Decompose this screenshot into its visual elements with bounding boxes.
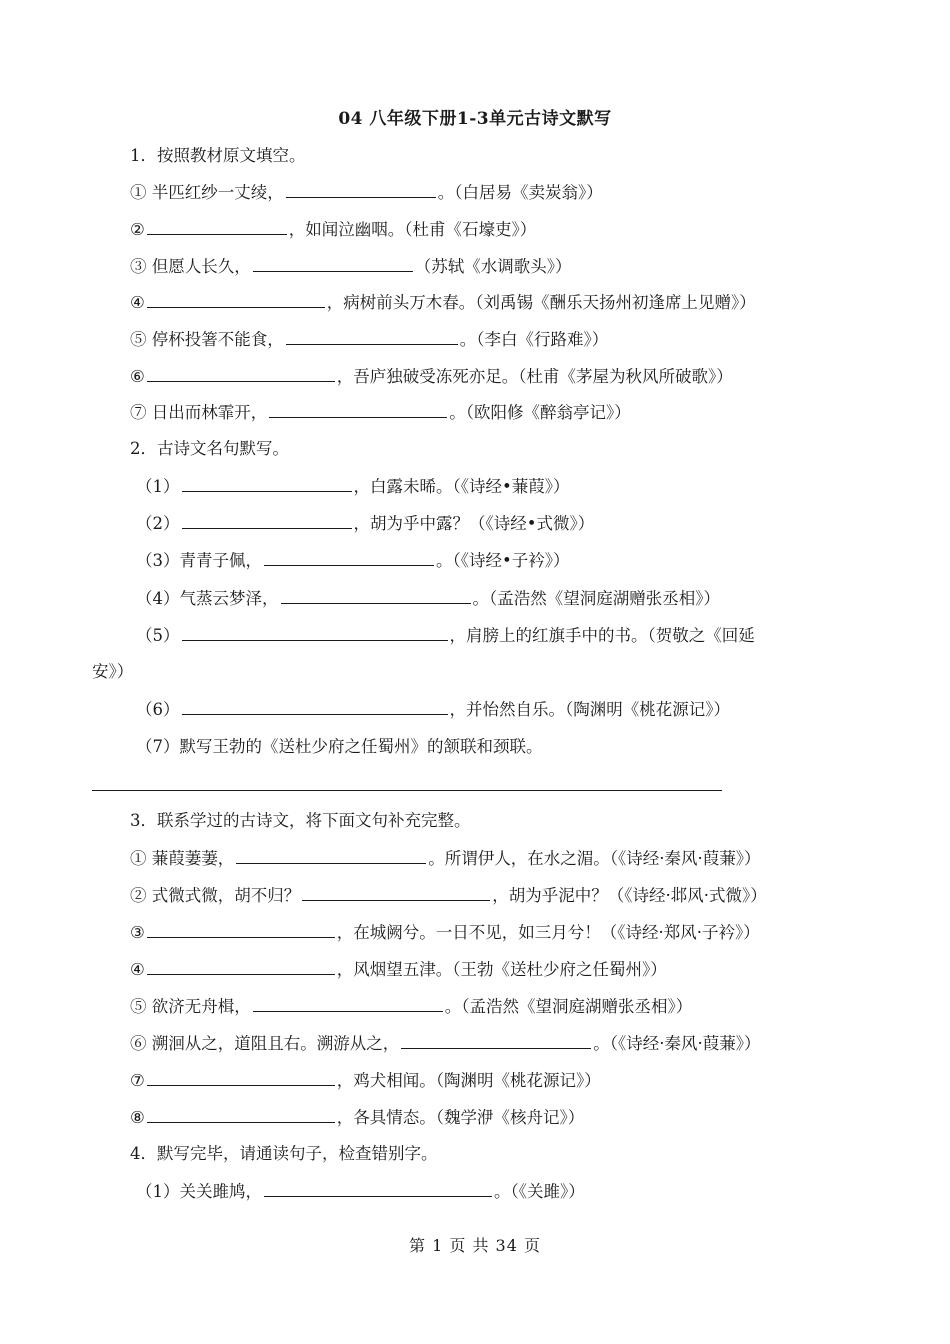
q1-item-1-pre: ① 半匹红纱一丈绫，: [130, 183, 284, 202]
answer-blank[interactable]: [147, 1069, 335, 1086]
q3-item-3-post: ，在城阙兮。一日不见，如三月兮！（《诗经·郑风·子衿》）: [336, 923, 760, 942]
document-title: 04 八年级下册1-3单元古诗文默写: [338, 109, 612, 129]
answer-blank[interactable]: [236, 847, 426, 864]
answer-blank[interactable]: [182, 698, 448, 715]
q2-item-5-post: ，肩膀上的红旗手中的书。（贺敬之《回延: [449, 626, 755, 645]
q2-item-3-post: 。（《诗经•子衿》）: [436, 551, 570, 570]
q4-item-1-pre: （1）关关雎鸠，: [136, 1182, 262, 1201]
q2-item-1-pre: （1）: [136, 477, 180, 496]
q2-item-3: [136, 549, 569, 572]
q1-item-2-pre: ②: [130, 220, 145, 239]
answer-blank[interactable]: [269, 401, 447, 418]
answer-blank[interactable]: [281, 587, 471, 604]
answer-blank[interactable]: [147, 921, 335, 938]
q3-item-1: [130, 847, 761, 870]
q3-item-3: [130, 921, 760, 944]
q1-item-7-post: 。（欧阳修《醉翁亭记》）: [449, 403, 631, 422]
answer-blank[interactable]: [147, 1106, 335, 1123]
q2-item-4-post: 。（孟浩然《望洞庭湖赠张丞相》）: [472, 589, 720, 608]
q3-item-8-pre: ⑧: [130, 1108, 145, 1127]
q3-heading: 3．联系学过的古诗文，将下面文句补充完整。: [130, 811, 471, 830]
q2-item-2-post: ，胡为乎中露？（《诗经•式微》）: [353, 514, 595, 533]
q2-item-6: [136, 698, 730, 721]
q3-item-1-pre: ① 蒹葭萋萋，: [130, 849, 235, 868]
q2-item-6-post: ，并怡然自乐。（陶渊明《桃花源记》）: [449, 700, 730, 719]
answer-blank[interactable]: [147, 291, 325, 308]
answer-blank[interactable]: [264, 549, 434, 566]
q1-item-2-post: ，如闻泣幽咽。（杜甫《石壕吏》）: [288, 220, 537, 239]
q3-item-7: [130, 1069, 601, 1092]
q1-heading: 1．按照教材原文填空。: [130, 146, 306, 165]
answer-blank[interactable]: [182, 512, 352, 529]
q1-item-1-post: 。（白居易《卖炭翁》）: [437, 183, 603, 202]
q4-item-1-post: 。（《关雎》）: [494, 1182, 585, 1201]
q3-item-7-post: ，鸡犬相闻。（陶渊明《桃花源记》）: [336, 1071, 601, 1090]
q3-item-3-pre: ③: [130, 923, 145, 942]
q2-item-1-post: ，白露未晞。（《诗经•蒹葭》）: [353, 477, 570, 496]
q2-item-2-pre: （2）: [136, 514, 180, 533]
q1-item-6-post: ，吾庐独破受冻死亦足。（杜甫《茅屋为秋风所破歌》）: [336, 367, 733, 386]
q2-item-5: [136, 624, 755, 647]
q3-item-7-pre: ⑦: [130, 1071, 145, 1090]
q3-item-4: [130, 958, 667, 981]
answer-blank[interactable]: [286, 181, 436, 198]
q4-heading: 4．默写完毕，请通读句子，检查错别字。: [130, 1144, 438, 1163]
answer-blank[interactable]: [253, 995, 443, 1012]
q1-item-7: [130, 401, 631, 424]
q1-item-3-pre: ③ 但愿人长久，: [130, 257, 251, 276]
q4-item-1: [136, 1180, 585, 1203]
q3-item-8-post: ，各具情态。（魏学洢《核舟记》）: [336, 1108, 585, 1127]
q1-item-5: [130, 328, 608, 351]
q3-item-5-pre: ⑤ 欲济无舟楫，: [130, 997, 251, 1016]
answer-blank[interactable]: [182, 475, 352, 492]
q2-item-5-pre: （5）: [136, 626, 180, 645]
answer-blank[interactable]: [147, 365, 335, 382]
q2-item-4-pre: （4）气蒸云梦泽，: [136, 589, 279, 608]
q3-item-2: [130, 884, 767, 907]
answer-blank[interactable]: [182, 624, 448, 641]
answer-blank[interactable]: [147, 218, 287, 235]
q3-item-5: [130, 995, 692, 1018]
answer-rule[interactable]: [92, 790, 722, 791]
q1-item-3: [130, 255, 572, 278]
q3-item-6-pre: ⑥ 溯洄从之，道阻且右。溯游从之，: [130, 1034, 400, 1053]
q3-item-6: [130, 1032, 761, 1055]
q1-item-1: [130, 181, 603, 204]
q2-item-5-wrap: 安》）: [92, 662, 134, 681]
q3-item-2-pre: ② 式微式微，胡不归？: [130, 886, 301, 905]
q3-item-6-post: 。（《诗经·秦风·葭蒹》）: [593, 1034, 761, 1053]
q3-item-1-post: 。所谓伊人，在水之湄。（《诗经·秦风·葭蒹》）: [428, 849, 761, 868]
answer-blank[interactable]: [253, 255, 413, 272]
answer-blank[interactable]: [147, 958, 335, 975]
page-footer: 第 1 页 共 34 页: [409, 1236, 541, 1255]
q3-item-4-post: ，风烟望五津。（王勃《送杜少府之任蜀州》）: [336, 960, 667, 979]
answer-blank[interactable]: [264, 1180, 492, 1197]
q2-item-2: [136, 512, 594, 535]
q3-item-8: [130, 1106, 584, 1129]
q3-item-2-post: ，胡为乎泥中？（《诗经·邶风·式微》）: [492, 886, 767, 905]
q1-item-4: [130, 291, 756, 314]
q1-item-5-post: 。（李白《行路难》）: [459, 330, 609, 349]
q3-item-4-pre: ④: [130, 960, 145, 979]
q1-item-4-post: ，病树前头万木春。（刘禹锡《酬乐天扬州初逢席上见赠》）: [326, 293, 756, 312]
answer-blank[interactable]: [401, 1032, 591, 1049]
q3-item-5-post: 。（孟浩然《望洞庭湖赠张丞相》）: [444, 997, 693, 1016]
q2-item-1: [136, 475, 569, 498]
q1-item-6: [130, 365, 733, 388]
answer-blank[interactable]: [286, 328, 458, 345]
q1-item-6-pre: ⑥: [130, 367, 145, 386]
q1-item-4-pre: ④: [130, 293, 145, 312]
q1-item-7-pre: ⑦ 日出而林霏开，: [130, 403, 268, 422]
q1-item-5-pre: ⑤ 停杯投箸不能食，: [130, 330, 284, 349]
q1-item-2: [130, 218, 536, 241]
q2-item-7: （7）默写王勃的《送杜少府之任蜀州》的颔联和颈联。: [136, 737, 543, 756]
q1-item-3-post: （苏轼《水调歌头》）: [414, 257, 572, 276]
q2-item-6-pre: （6）: [136, 700, 180, 719]
answer-blank[interactable]: [302, 884, 490, 901]
q2-heading: 2．古诗文名句默写。: [130, 439, 289, 458]
q2-item-4: [136, 587, 720, 610]
q2-item-3-pre: （3）青青子佩，: [136, 551, 262, 570]
